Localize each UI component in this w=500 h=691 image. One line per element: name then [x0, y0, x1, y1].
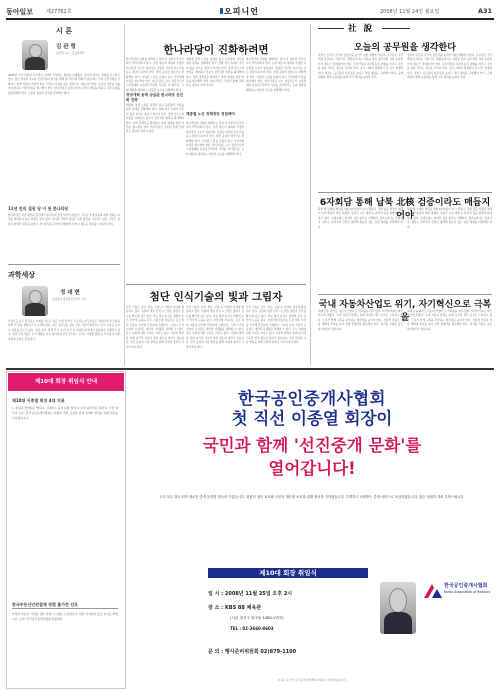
science-headline: 첨단 인식기술의 빛과 그림자: [149, 291, 283, 303]
main-text-block: 한나라당의 진화를 위해서는 먼저 당 내부의 민주주의가 뿌리내려야 한다. 공천 제도의 개혁과 투명한 의사결정 구조가 필요하다. 당원과 국민의 목소리를 듣는 정당이 되어야 한다. 정책 중심의 정당으로 변화해야 한다. 이념과 노선을 분명히 하고 국민에게 비전을 제시해야 한다. 한나라당은 보수 정당으로서 시장경제와 자유민주주의의 가치를 지키면서도 소외 계층을 배려하는 따뜻한 보수를 지향해야 한다.: [126, 58, 184, 92]
issue-number: 제27762호: [46, 9, 72, 15]
section-divider: [8, 264, 120, 265]
editorial-2-title: 6자회담 통해 납북 北核 검증이라도 매듭지어야: [319, 198, 491, 221]
ad-line-1: 첫 직선 이종열 회장이: [231, 409, 393, 428]
main-subhead-2: 계층별 노선 정책정당 정립해야: [186, 112, 235, 116]
ad-line-2: 국민과 함께 '선진중개 문화'를: [202, 436, 422, 455]
main-subhead-1: 정당개혁 동력 상실된 한나라당 선진화 전략: [126, 93, 184, 102]
science-author-name: 정 대 현: [60, 290, 80, 296]
notice-sub-text: 안전한 부동산 거래를 위한 결제 시스템을 도입합니다. 회원 여러분의 많은 참여를 바랍니다. 문의: 한국공인중개사협회 민원센터.: [12, 612, 118, 621]
editorial-1-text: 정부가 공무원 조직의 효율성을 높이기 위한 개혁에 나섰다. 공무원은 국민에게 봉사하는 사람이다. 철밥통이라는 비판을 받지 않으려면 성과 중심의 인사 제도가 정착되어야 한다. 무사안일과 복지부동의 관행을 버리고 국민을 위한 서비스 정신을 가져야 한다. 공직 사회의 경쟁력이 곧 국가 경쟁력이다. 정부는 공무원의 전문성을 높이고 책임 행정을 구현해야 한다. 규제 개혁과 행정 효율화를 통해 국민 편의를 높여야 한다.: [407, 54, 492, 80]
section-name: 오피니언: [224, 7, 259, 16]
ad-ceremony-banner: 제10대 회장 취임식: [208, 568, 368, 578]
ad-contact: 문 의 : 행사준비위원회 02)879-1100: [208, 649, 297, 655]
science-text-block: 인식 기술은 보안, 의료, 교통 등 다양한 분야에 활용되고 있다. 공항의 얼굴 인식 시스템은 출입국 심사를 빠르게 하고 있다. 의료 영상 분석은 질병의 조기 진단에 도움을 준다. 자율주행 자동차는 도로 위의 사물을 인식해 안전하게 주행한다. 그러나 인식 기술의 오남용은 개인의 사생활을 침해할 수 있다. 감시 사회에 대한 우려도 커지고 있다. 기술의 발전과 함께 윤리적 기준과 법적 제도의 정비가 필요하다. 인간 중심의 기술 발전을 위해 사회적 합의가 이루어져야 한다.: [246, 306, 306, 345]
author-name: 김 관 형: [56, 44, 76, 50]
section-marker-icon: [220, 8, 223, 14]
notice-title: 제10대 이종열 회장 4대 지표: [12, 398, 65, 403]
notice-divider: [12, 608, 118, 609]
ad-footer-note: 본 광고는 한국공인중개사협회의 의뢰로 게재되었습니다.: [277, 678, 347, 682]
column-subhead-text: 한나라당은 지난 대선과 총선에서 승리하며 집권 여당이 되었다. 그러나 당내 갈등과 계파 정치는 여전히 해결되지 않은 과제로 남아 있다. 친이와 친박의 대립은 당의 발전을 가로막고 있다. 국민은 통합과 화합의 정치를 원한다. 한나라당은 과거의 관행에서 벗어나 새로운 정치를 보여줘야 한다.: [8, 214, 120, 226]
column-headline: 한나라당이 진화하려면: [163, 44, 269, 56]
column-subhead: 11년 만의 집권 당 이 된 한나라당: [8, 206, 69, 211]
main-text-block: 계층별 정책 노선을 분명히 하고 중산층과 서민을 위한 정책을 강화해야 한다. 경제 위기 속에서 국민의 삶을 지키는 정당이 되어야 한다. 정책 연구소의 역할을 강화하고 전문가 집단과의 협력을 확대해야 한다. 당의 정체성을 확립하고 미래 세대를 위한 비전을 제시해야 한다. 한나라당은 국민과 함께 진화하는 정당이 되어야 한다.: [126, 104, 184, 134]
association-logo-icon: [422, 582, 444, 600]
president-portrait: [380, 582, 416, 634]
author-role: 중앙대 교수 · 공공정책학: [56, 52, 85, 55]
editorial-1-text: 정부가 공무원 조직의 효율성을 높이기 위한 개혁에 나섰다. 공무원은 국민에게 봉사하는 사람이다. 철밥통이라는 비판을 받지 않으려면 성과 중심의 인사 제도가 정착되어야 한다. 무사안일과 복지부동의 관행을 버리고 국민을 위한 서비스 정신을 가져야 한다. 공직 사회의 경쟁력이 곧 국가 경쟁력이다. 정부는 공무원의 전문성을 높이고 책임 행정을 구현해야 한다. 규제 개혁과 행정 효율화를 통해 국민 편의를 높여야 한다.: [318, 54, 403, 80]
ad-body-text: 우리 모두 하나 되어 새로운 중개 문화를 만들어 가겠습니다. 회원의 권익 보호와 국민의 재산권 보호를 위해 최선을 다하겠습니다. 투명하고 신뢰받는 중개 서비스로 보답하겠습니다. 많은 성원과 격려 부탁드립니다.: [159, 495, 465, 499]
author-portrait: [22, 40, 48, 70]
editorial-ornament: [382, 28, 410, 29]
column-body-text: 2008년 미국 대통령 선거에서 오바마 당선자는 변화를 내세웠다. 한국의 정치도 변화를 요구받고 있다. 정당 정치의 성숙과 민주주의의 발전을 위해 한나라당의 진화가 필요하다. 당내 민주주의를 강화하고 정책 역량을 키워야 한다. 국민의 신뢰를 얻는 정당으로 거듭나야 한다. 보수의 가치를 새롭게 정립하고 미래 비전을 제시해야 한다. 한나라당은 집권 여당으로서의 책임을 다하고 국정 운영을 뒷받침해야 한다. 소통과 통합의 정치를 실천해야 한다.: [8, 74, 120, 95]
page-number: A31: [478, 7, 493, 15]
science-column-label: 과학세상: [8, 271, 36, 279]
editorial-label: 社 說: [348, 24, 374, 34]
ad-date: 일 시 : 2008년 11월 25일 오후 2시: [208, 591, 293, 597]
editorial-ornament: [318, 28, 344, 29]
notice-banner-text: 제10대 회장 취임식 안내: [34, 379, 98, 385]
main-text-block: 한나라당의 진화를 위해서는 먼저 당 내부의 민주주의가 뿌리내려야 한다. 공천 제도의 개혁과 투명한 의사결정 구조가 필요하다. 당원과 국민의 목소리를 듣는 정당이 되어야 한다. 정책 중심의 정당으로 변화해야 한다. 이념과 노선을 분명히 하고 국민에게 비전을 제시해야 한다. 한나라당은 보수 정당으로서 시장경제와 자유민주주의의 가치를 지키면서도 소외 계층을 배려하는 따뜻한 보수를 지향해야 한다.: [246, 58, 306, 92]
editorial-3-title: 국내 자동차산업도 위기, 자기혁신으로 극복을: [318, 300, 492, 323]
ad-place: 장 소 : KBS 88 체육관: [208, 605, 262, 611]
notice-subtitle: 한국부동산안전결제 청렴 불가전 선포: [12, 602, 79, 607]
advert-divider: [6, 368, 494, 370]
main-text-block: 한나라당의 진화를 위해서는 먼저 당 내부의 민주주의가 뿌리내려야 한다. 공천 제도의 개혁과 투명한 의사결정 구조가 필요하다. 당원과 국민의 목소리를 듣는 정당이 되어야 한다. 정책 중심의 정당으로 변화해야 한다. 이념과 노선을 분명히 하고 국민에게 비전을 제시해야 한다. 한나라당은 보수 정당으로서 시장경제와 자유민주주의의 가치를 지키면서도 소외 계층을 배려하는 따뜻한 보수를 지향해야 한다.: [186, 122, 244, 156]
editorial-1-title: 오늘의 공무원을 생각한다: [354, 43, 456, 53]
editorial-2-text: 북한 핵 문제의 해결을 위한 6자회담이 다시 열린다. 북핵 검증 의정서 채택이 이번 회담의 핵심 과제다. 북한은 시료 채취 등 과학적 검증 방법에 반대하고 있다. 국제사회는 철저한 검증 없이는 비핵화가 불가능하다는 입장이다. 정부는 관련국과 긴밀히 협력해 실효성 있는 검증 체계를 마련해야 한다.: [407, 208, 492, 229]
science-author-role: 성균관대 정보통신공학부 교수: [52, 298, 87, 301]
notice-text: 1. 회원과 함께하는 협회 2. 신뢰받는 중개 문화 정착 3. 선진 중개 제도 확립 4. 국민 재산권 보호. 한국공인중개사협회는 회원의 권익 보호와 중개 업계의 발전을 위해 최선을 다하겠습니다.: [12, 406, 118, 420]
association-name: 한국공인중개사협회: [444, 583, 488, 589]
section-divider: [318, 192, 492, 193]
editorial-2-text: 북한 핵 문제의 해결을 위한 6자회담이 다시 열린다. 북핵 검증 의정서 채택이 이번 회담의 핵심 과제다. 북한은 시료 채취 등 과학적 검증 방법에 반대하고 있다. 국제사회는 철저한 검증 없이는 비핵화가 불가능하다는 입장이다. 정부는 관련국과 긴밀히 협력해 실효성 있는 검증 체계를 마련해야 한다.: [318, 208, 403, 229]
column-label: 시 론: [56, 27, 72, 35]
ad-tel: TEL : 02-2660-8603: [230, 626, 274, 631]
ad-place-address: (서울 강서구 화곡동 1080-1번지): [230, 616, 284, 620]
main-text-block: 계층별 정책 노선을 분명히 하고 중산층과 서민을 위한 정책을 강화해야 한다. 경제 위기 속에서 국민의 삶을 지키는 정당이 되어야 한다. 정책 연구소의 역할을 강화하고 전문가 집단과의 협력을 확대해야 한다. 당의 정체성을 확립하고 미래 세대를 위한 비전을 제시해야 한다. 한나라당은 국민과 함께 진화하는 정당이 되어야 한다.: [186, 58, 244, 88]
science-body-text: 사람만큼 보고 인식하는 기계를 만드는 것은 오랜 꿈이다. 인공지능 연구자들은 컴퓨터 비전 기술을 통해 이 꿈을 실현하고자 노력해 왔다. 최근 딥러닝과 영상 처리 기술의 발전으로 인식 기술은 눈부신 성과를 거두고 있다. 얼굴 인식, 물체 인식, 문자 인식 등 다양한 분야에서 실용화가 진행되고 있다. 첨단 인식기술은 우리 생활을 더욱 편리하게 만들 것이다. 그러나 사생활 침해 등 부작용에 대한 사회적 논의도 필요하다.: [8, 320, 120, 341]
science-text-block: 인식 기술은 보안, 의료, 교통 등 다양한 분야에 활용되고 있다. 공항의 얼굴 인식 시스템은 출입국 심사를 빠르게 하고 있다. 의료 영상 분석은 질병의 조기 진단에 도움을 준다. 자율주행 자동차는 도로 위의 사물을 인식해 안전하게 주행한다. 그러나 인식 기술의 오남용은 개인의 사생활을 침해할 수 있다. 감시 사회에 대한 우려도 커지고 있다. 기술의 발전과 함께 윤리적 기준과 법적 제도의 정비가 필요하다. 인간 중심의 기술 발전을 위해 사회적 합의가 이루어져야 한다.: [126, 306, 184, 349]
association-name-en: Korea Association of Realtors: [444, 590, 491, 594]
ad-line-3: 열어갑니다!: [268, 459, 356, 478]
editorial-3-text: 세계 금융 위기로 자동차 산업이 큰 어려움을 겪고 있다. 미국의 빅3는 파산 위기에 처했다. 국내 자동차 업계도 판매 부진과 재고 증가로 고전하고 있다. 노사가 함께 고통을 분담하고 생산성을 높여야 한다. 친환경 자동차 기술 개발에 투자를 늘려 미래 경쟁력을 확보해야 한다. 위기를 기회로 삼는 자기혁신이 필요하다.: [407, 310, 492, 331]
column-rule: [310, 24, 311, 366]
science-author-portrait: [22, 286, 48, 316]
column-rule: [124, 24, 125, 366]
publication-date: 2008년 11월 24일 월요일: [380, 9, 440, 15]
ad-headline: 한국공인중개사협회: [238, 389, 386, 408]
section-divider: [318, 294, 492, 295]
section-divider: [126, 284, 306, 285]
paper-name: 동아일보: [6, 8, 34, 16]
science-text-block: 인식 기술은 보안, 의료, 교통 등 다양한 분야에 활용되고 있다. 공항의 얼굴 인식 시스템은 출입국 심사를 빠르게 하고 있다. 의료 영상 분석은 질병의 조기 진단에 도움을 준다. 자율주행 자동차는 도로 위의 사물을 인식해 안전하게 주행한다. 그러나 인식 기술의 오남용은 개인의 사생활을 침해할 수 있다. 감시 사회에 대한 우려도 커지고 있다. 기술의 발전과 함께 윤리적 기준과 법적 제도의 정비가 필요하다. 인간 중심의 기술 발전을 위해 사회적 합의가 이루어져야 한다.: [186, 306, 244, 349]
editorial-3-text: 세계 금융 위기로 자동차 산업이 큰 어려움을 겪고 있다. 미국의 빅3는 파산 위기에 처했다. 국내 자동차 업계도 판매 부진과 재고 증가로 고전하고 있다. 노사가 함께 고통을 분담하고 생산성을 높여야 한다. 친환경 자동차 기술 개발에 투자를 늘려 미래 경쟁력을 확보해야 한다. 위기를 기회로 삼는 자기혁신이 필요하다.: [318, 310, 403, 331]
